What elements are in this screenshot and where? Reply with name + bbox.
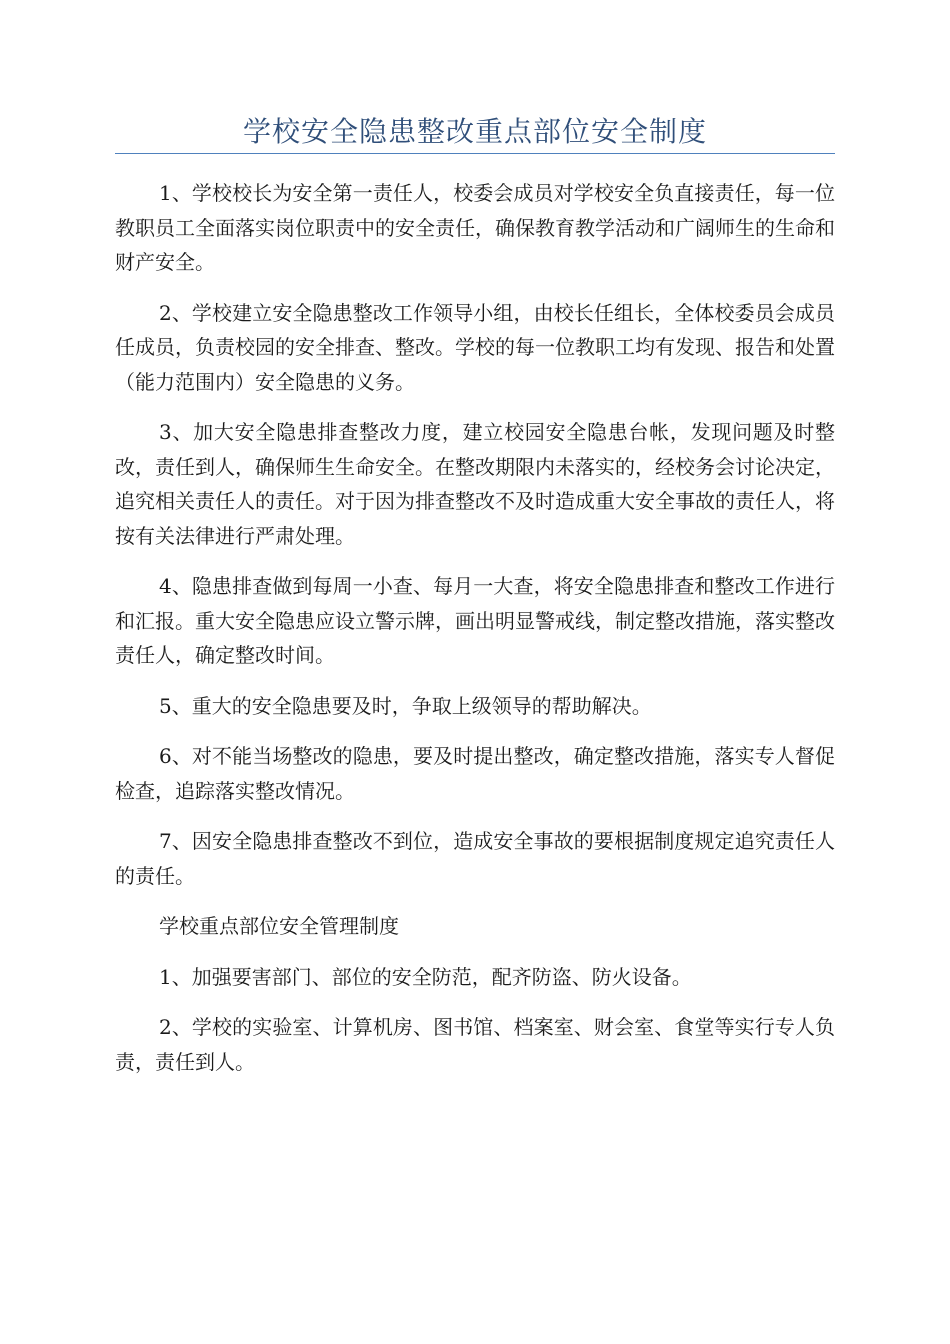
paragraph-6: 6、对不能当场整改的隐患，要及时提出整改，确定整改措施，落实专人督促检查，追踪落实整改情况。 [115, 744, 835, 803]
paragraph-8: 1、加强要害部门、部位的安全防范，配齐防盗、防火设备。 [159, 964, 692, 989]
paragraph-5: 5、重大的安全隐患要及时，争取上级领导的帮助解决。 [159, 693, 652, 718]
document-title: 学校安全隐患整改重点部位安全制度 [242, 115, 707, 148]
paragraph-7: 7、因安全隐患排查整改不到位，造成安全事故的要根据制度规定追究责任人的责任。 [115, 829, 835, 888]
title-underline [115, 153, 835, 154]
paragraph-3: 3、加大安全隐患排查整改力度，建立校园安全隐患台帐，发现问题及时整改，责任到人，确保师生生命安全。在整改期限内未落实的，经校务会讨论决定，追究相关责任人的责任。对于因为排查整改不及时造成重大安全事故的责任人，将按有关法律进行严肃处理。 [115, 420, 835, 548]
paragraph-9: 2、学校的实验室、计算机房、图书馆、档案室、财会室、食堂等实行专人负责，责任到人。 [115, 1015, 835, 1074]
section-heading: 学校重点部位安全管理制度 [159, 914, 399, 938]
document-body [115, 176, 835, 1095]
paragraph-1: 1、学校校长为安全第一责任人，校委会成员对学校安全负直接责任，每一位教职员工全面落实岗位职责中的安全责任，确保教育教学活动和广阔师生的生命和财产安全。 [115, 181, 835, 274]
paragraph-2: 2、学校建立安全隐患整改工作领导小组，由校长任组长，全体校委员会成员任成员，负责校园的安全排查、整改。学校的每一位教职工均有发现、报告和处置（能力范围内）安全隐患的义务。 [115, 300, 835, 394]
paragraph-4: 4、隐患排查做到每周一小查、每月一大查，将安全隐患排查和整改工作进行和汇报。重大安全隐患应设立警示牌，画出明显警戒线，制定整改措施，落实整改责任人，确定整改时间。 [115, 574, 835, 667]
